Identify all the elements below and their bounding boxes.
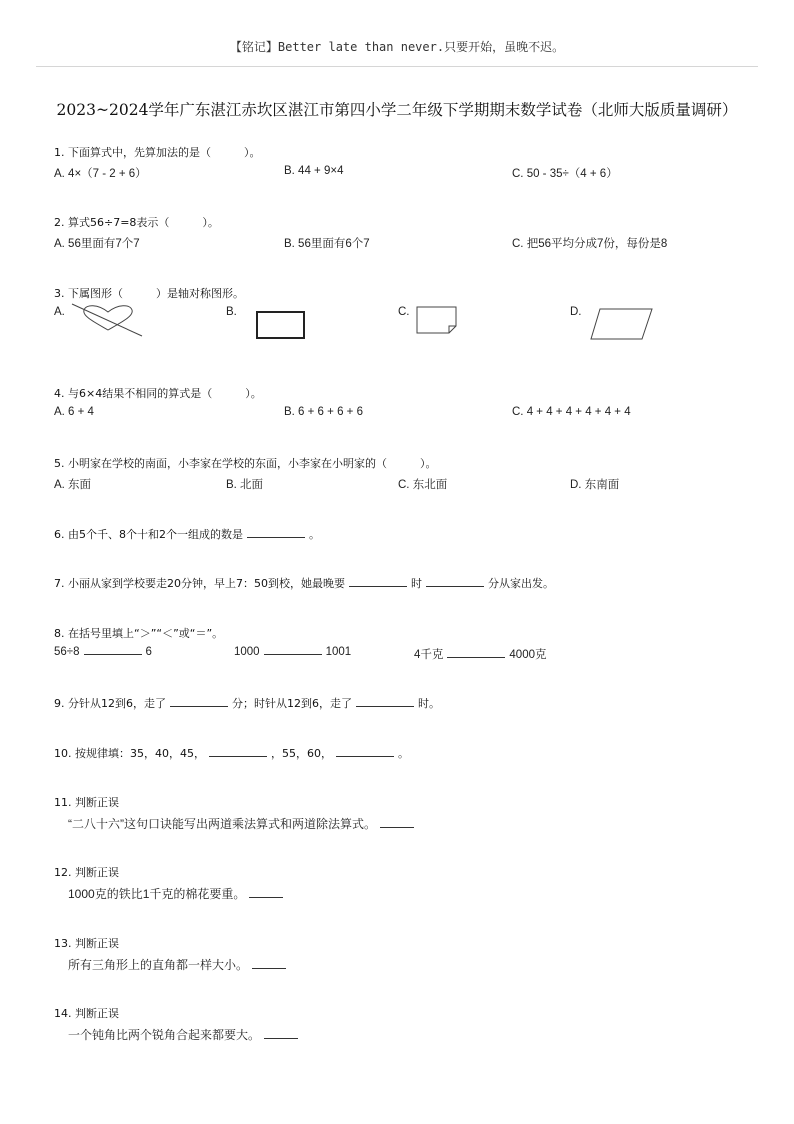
question-11-label: 11. 判断正误	[54, 796, 119, 809]
exam-title: 2023~2024学年广东湛江赤坎区湛江市第四小学二年级下学期期末数学试卷（北师大版质量调研）	[56, 101, 738, 119]
q4-option-a[interactable]: A. 6 + 4	[54, 406, 94, 418]
q10-suffix: 。	[397, 747, 409, 760]
q8-compare-1-right: 6	[145, 646, 152, 658]
question-8: 8. 在括号里填上“＞”“＜”或“＝”。	[54, 627, 224, 640]
q5-option-a[interactable]: A. 东面	[54, 479, 92, 491]
q8-compare-1-blank[interactable]	[84, 653, 142, 655]
folded-corner-square-figure	[416, 306, 460, 334]
q3-option-b[interactable]: B.	[226, 306, 237, 318]
q13-answer-blank[interactable]	[252, 967, 286, 969]
q8-compare-3-left: 4千克	[414, 649, 444, 661]
q10-blank-2[interactable]	[336, 755, 394, 757]
q6-prompt: 6. 由5个千、8个十和2个一组成的数是	[54, 528, 243, 541]
q9-hour-blank[interactable]	[356, 705, 414, 707]
question-13-label: 13. 判断正误	[54, 937, 119, 950]
question-6	[54, 526, 320, 542]
parallelogram-figure	[590, 308, 654, 340]
q8-compare-2	[234, 646, 351, 658]
question-11-statement	[68, 815, 418, 832]
q8-compare-1-left: 56÷8	[54, 646, 80, 658]
q8-compare-2-left: 1000	[234, 646, 260, 658]
question-1: 1. 下面算式中，先算加法的是（ ）。	[54, 146, 261, 159]
q3-option-d[interactable]: D.	[570, 306, 582, 318]
q5-option-c[interactable]: C. 东北面	[398, 479, 448, 491]
q3-option-a[interactable]: A.	[54, 306, 65, 318]
q6-answer-blank[interactable]	[247, 536, 305, 538]
q6-suffix: 。	[309, 528, 320, 541]
q2-option-c[interactable]: C. 把56平均分成7份，每份是8	[512, 238, 668, 250]
question-3: 3. 下属图形（ ）是轴对称图形。	[54, 287, 244, 300]
q4-option-b[interactable]: B. 6 + 6 + 6 + 6	[284, 406, 363, 418]
q1-option-b[interactable]: B. 44 + 9×4	[284, 165, 344, 177]
q1-option-c[interactable]: C. 50 - 35÷（4 + 6）	[512, 168, 618, 180]
question-12-statement	[68, 885, 287, 902]
question-7	[54, 575, 554, 591]
q7-suffix: 分从家出发。	[487, 577, 554, 590]
q10-middle: ，55，60，	[270, 747, 332, 760]
q11-answer-blank[interactable]	[380, 826, 414, 828]
q5-option-d[interactable]: D. 东南面	[570, 479, 620, 491]
q8-compare-3-blank[interactable]	[447, 656, 505, 658]
q11-text: “二八十六”这句口诀能写出两道乘法算式和两道除法算式。	[68, 817, 376, 831]
q8-compare-3-right: 4000克	[509, 649, 547, 661]
q14-answer-blank[interactable]	[264, 1037, 298, 1039]
q7-prompt: 7. 小丽从家到学校要走20分钟，早上7：50到校，她最晚要	[54, 577, 345, 590]
q14-text: 一个钝角比两个锐角合起来都要大。	[68, 1028, 261, 1042]
q8-compare-3	[414, 646, 547, 662]
question-5: 5. 小明家在学校的南面，小李家在学校的东面，小李家在小明家的（ ）。	[54, 457, 437, 470]
q5-option-b[interactable]: B. 北面	[226, 479, 264, 491]
q10-prompt: 10. 按规律填：35，40，45，	[54, 747, 205, 760]
q8-compare-2-right: 1001	[325, 646, 352, 658]
page-header: 【铭记】Better late than never.只要开始，虽晚不迟。	[229, 40, 565, 54]
question-4: 4. 与6×4结果不相同的算式是（ ）。	[54, 387, 262, 400]
question-2: 2. 算式56÷7=8表示（ ）。	[54, 216, 219, 229]
q12-answer-blank[interactable]	[249, 896, 283, 898]
q2-option-b[interactable]: B. 56里面有6个7	[284, 238, 370, 250]
q9-prompt: 9. 分针从12到6，走了	[54, 697, 166, 710]
q8-compare-1	[54, 646, 152, 658]
question-14-label: 14. 判断正误	[54, 1007, 119, 1020]
q4-option-c[interactable]: C. 4 + 4 + 4 + 4 + 4 + 4	[512, 406, 631, 418]
header-divider	[36, 66, 758, 67]
q7-middle: 时	[410, 577, 422, 590]
question-10	[54, 745, 409, 761]
q8-compare-2-blank[interactable]	[264, 653, 322, 655]
question-9	[54, 695, 440, 711]
q10-blank-1[interactable]	[209, 755, 267, 757]
q1-option-a[interactable]: A. 4×（7 - 2 + 6）	[54, 168, 147, 180]
heart-shape-figure	[70, 302, 146, 338]
q12-text: 1000克的铁比1千克的棉花要重。	[68, 887, 246, 901]
q2-option-a[interactable]: A. 56里面有7个7	[54, 238, 140, 250]
question-14-statement	[68, 1026, 302, 1043]
q7-hour-blank[interactable]	[349, 585, 407, 587]
q9-middle: 分；时针从12到6，走了	[232, 697, 352, 710]
q3-option-c[interactable]: C.	[398, 306, 410, 318]
rectangle-figure	[256, 311, 306, 340]
q9-minute-blank[interactable]	[170, 705, 228, 707]
question-12-label: 12. 判断正误	[54, 866, 119, 879]
q13-text: 所有三角形上的直角都一样大小。	[68, 958, 249, 972]
q7-minute-blank[interactable]	[426, 585, 484, 587]
question-13-statement	[68, 956, 290, 973]
q9-suffix: 时。	[418, 697, 440, 710]
